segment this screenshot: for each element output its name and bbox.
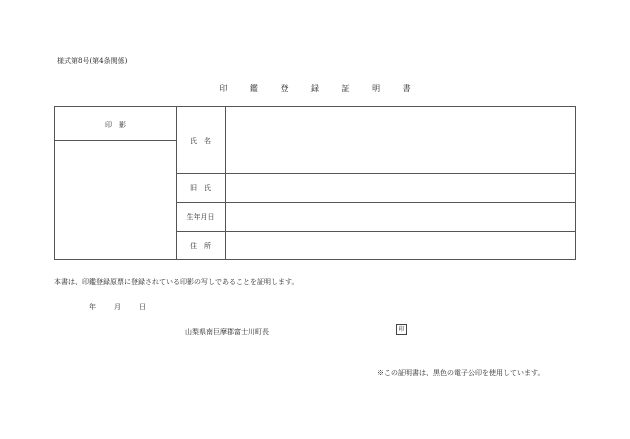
title-char: 録 (311, 84, 319, 93)
date-month: 月 (114, 303, 121, 311)
title-char: 明 (372, 84, 381, 93)
title-char: 鑑 (249, 84, 258, 93)
name-label: 氏 名 (190, 137, 211, 145)
former-name-label: 旧 氏 (190, 184, 211, 192)
electronic-seal-note: ※この証明書は、黒色の電子公印を使用しています。 (377, 369, 545, 377)
title-char: 登 (280, 84, 289, 93)
table-divider (176, 202, 575, 203)
table-divider (55, 140, 176, 141)
title-char: 証 (341, 84, 350, 93)
title-char: 印 (219, 84, 228, 93)
certificate-table (54, 106, 576, 260)
table-divider (225, 107, 226, 259)
certification-statement: 本書は、印鑑登録原票に登録されている印影の写しであることを証明します。 (54, 278, 299, 286)
seal-impression-label: 印 影 (105, 121, 126, 129)
date-day: 日 (139, 303, 146, 311)
official-seal-mark: 印 (396, 324, 407, 335)
document-title (0, 83, 630, 94)
mayor-title: 山梨県南巨摩郡富士川町長 (185, 328, 269, 336)
table-divider (176, 173, 575, 174)
title-char: 書 (402, 84, 411, 93)
form-number-label: 様式第8号(第4条関係) (57, 57, 128, 65)
address-label: 住 所 (190, 242, 211, 250)
date-year: 年 (89, 303, 96, 311)
table-divider (176, 231, 575, 232)
birth-date-label: 生年月日 (186, 213, 215, 221)
